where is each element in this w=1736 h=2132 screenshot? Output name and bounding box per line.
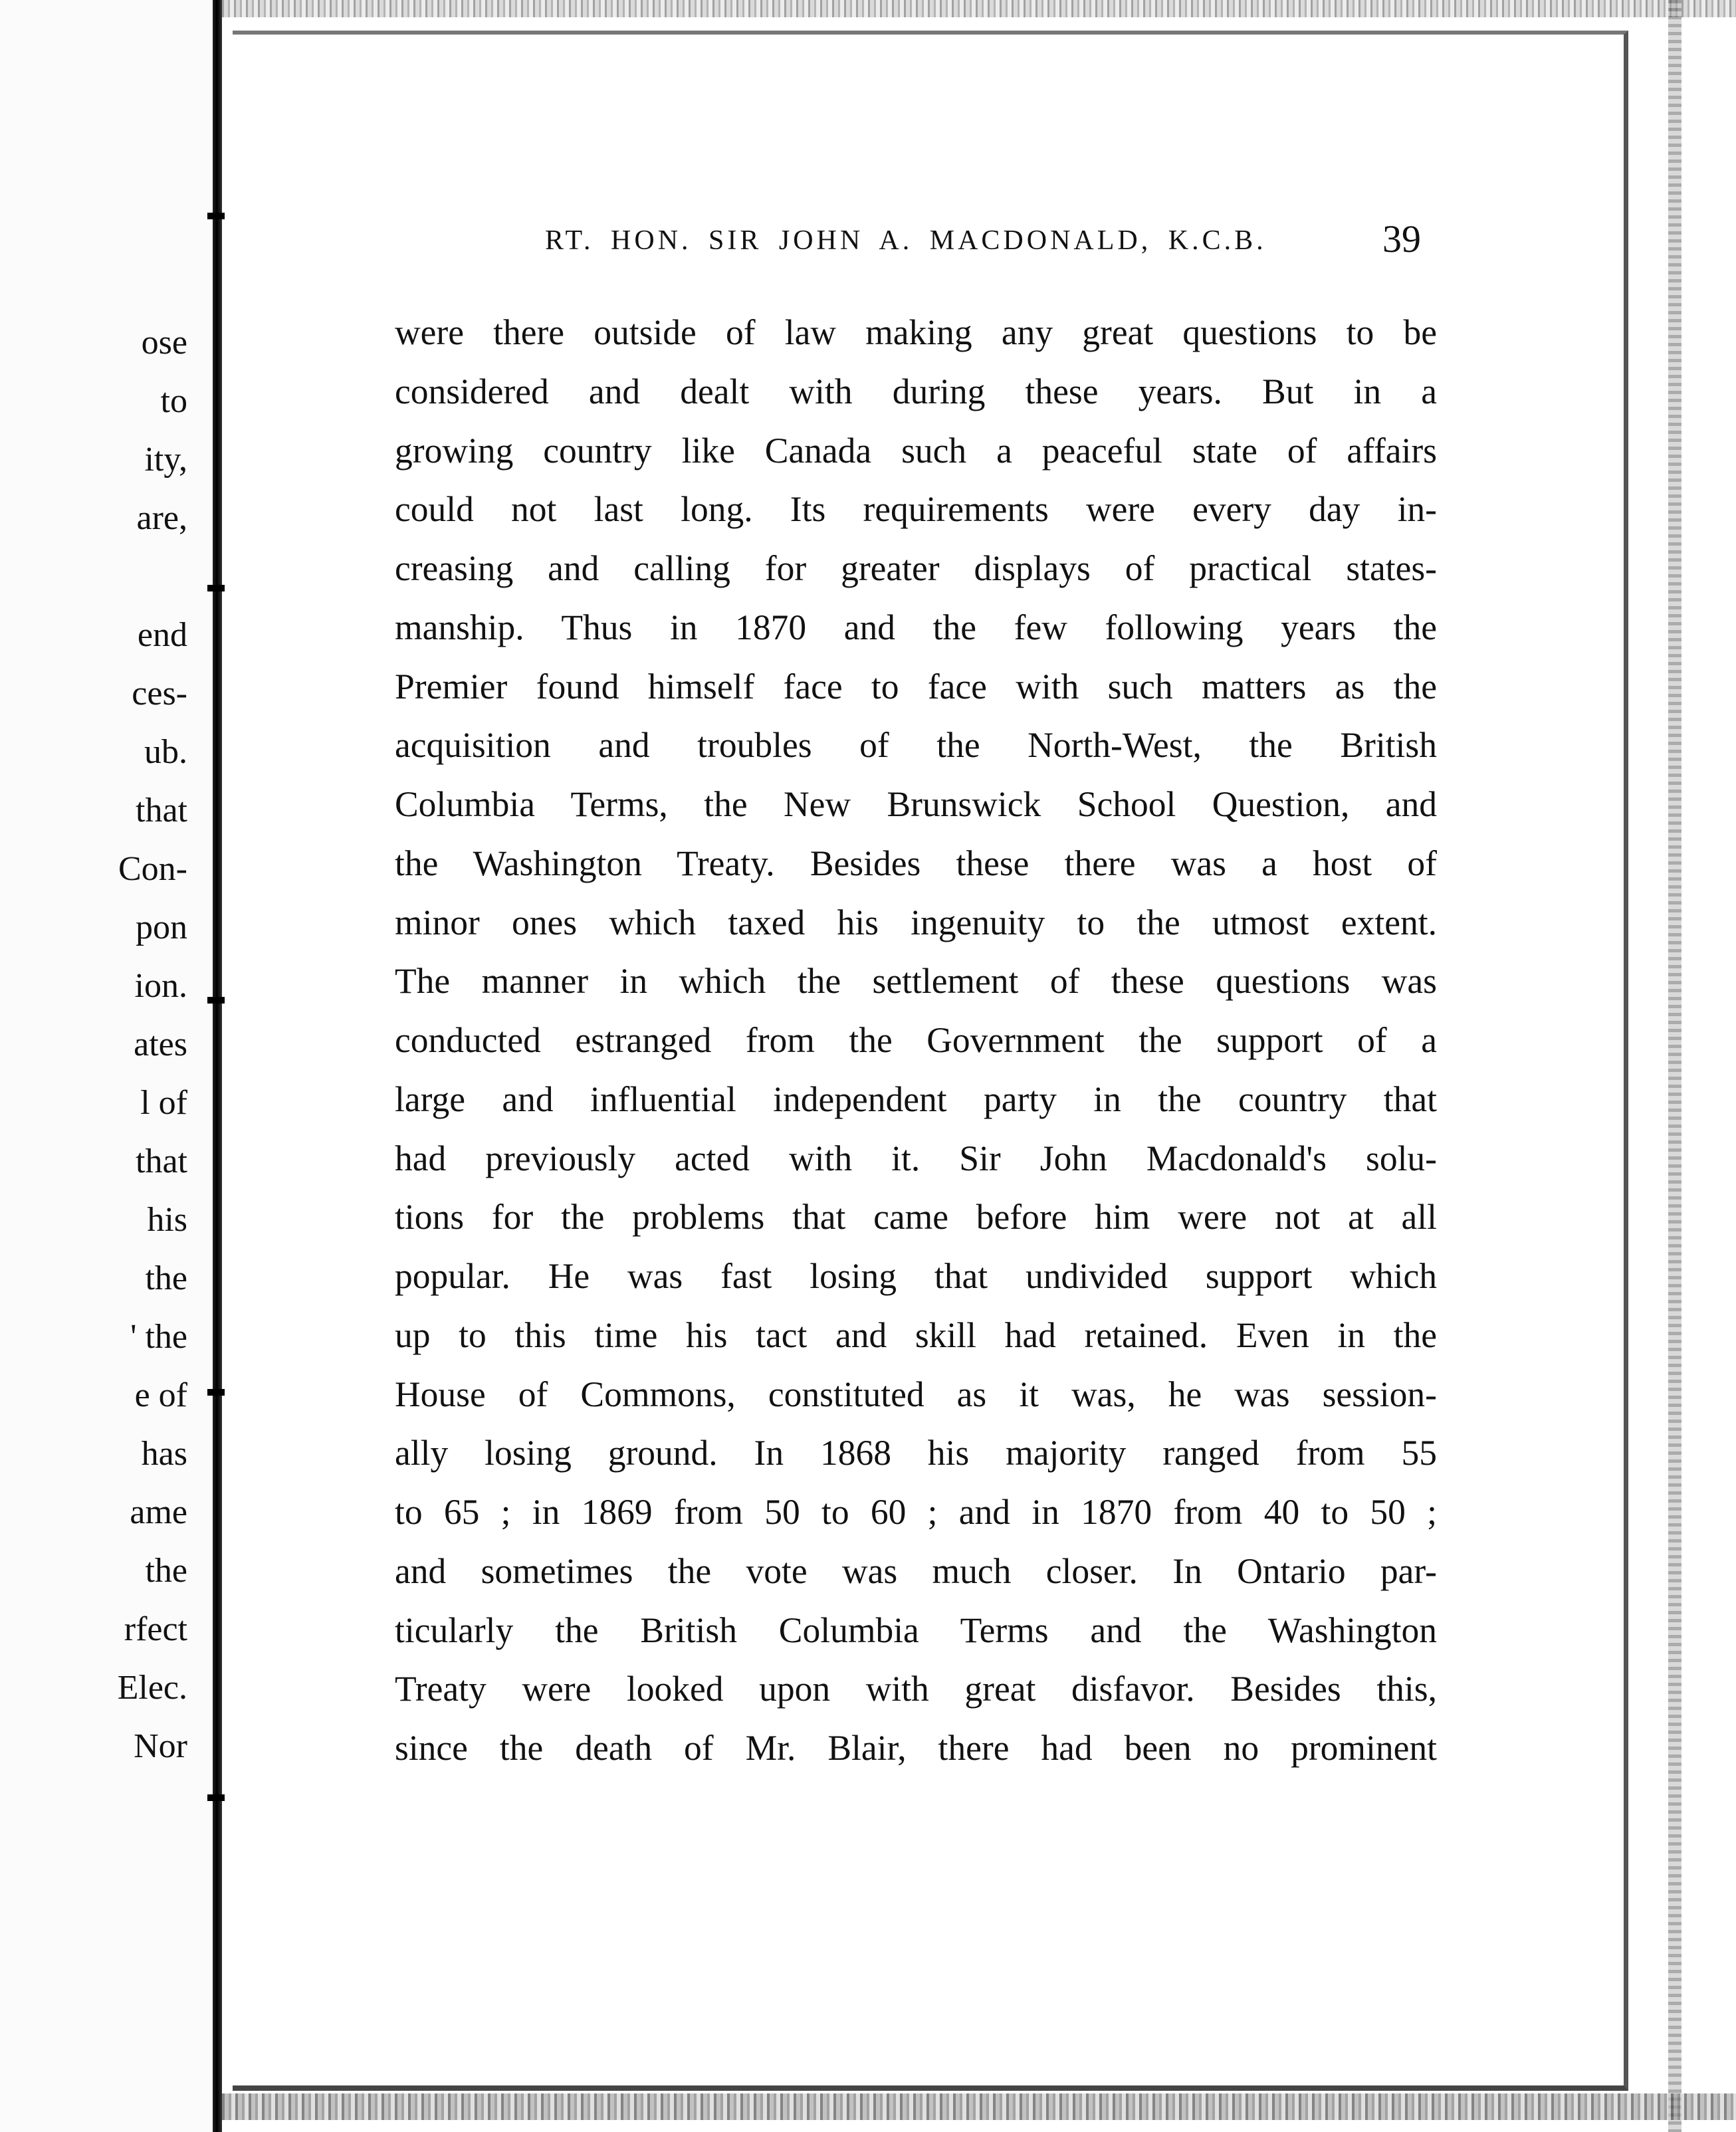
left-page-fragment: Nor [134, 1727, 187, 1765]
page-number: 39 [1382, 217, 1421, 261]
binding-mark [207, 585, 225, 591]
text-line: and sometimes the vote was much closer. In Ontario par- [395, 1551, 1437, 1591]
text-line: creasing and calling for greater displays of practical states- [395, 548, 1437, 588]
text-line: up to this time his tact and skill had retained. Even in the [395, 1315, 1437, 1355]
binding-mark [207, 1389, 225, 1396]
left-page-fragment: Con- [118, 850, 187, 888]
left-page-fragment: ame [130, 1493, 187, 1531]
left-page-fragment: end [137, 616, 187, 654]
page-bottom-edge [222, 2093, 1736, 2120]
binding-mark [207, 1794, 225, 1801]
left-page-fragment: e of [134, 1376, 187, 1414]
text-line: ticularly the British Columbia Terms and the Washington [395, 1610, 1437, 1650]
previous-page-strip [0, 0, 219, 2132]
text-line: were there outside of law making any great questions to be [395, 312, 1437, 352]
text-line: popular. He was fast losing that undivided support which [395, 1256, 1437, 1296]
left-page-fragment: the [145, 1259, 187, 1297]
text-line: The manner in which the settlement of these questions was [395, 961, 1437, 1001]
left-page-fragment: to [160, 382, 187, 420]
text-line: manship. Thus in 1870 and the few following years the [395, 607, 1437, 647]
book-gutter [213, 0, 222, 2132]
text-line: House of Commons, constituted as it was, he was session- [395, 1374, 1437, 1414]
left-page-fragment: ub. [144, 733, 187, 771]
left-page-fragment: ose [141, 324, 187, 362]
left-page-fragment: ity, [144, 441, 187, 479]
text-line: Premier found himself face to face with such matters as the [395, 667, 1437, 706]
text-line: tions for the problems that came before him were not at all [395, 1197, 1437, 1237]
text-line: minor ones which taxed his ingenuity to the utmost extent. [395, 903, 1437, 942]
binding-mark [207, 997, 225, 1004]
text-line: growing country like Canada such a peaceful state of affairs [395, 431, 1437, 471]
page-fore-edge [1668, 0, 1682, 2132]
left-page-fragment: the [145, 1552, 187, 1590]
left-page-fragment: ates [134, 1025, 187, 1063]
left-page-fragment: are, [136, 499, 187, 537]
text-line: to 65 ; in 1869 from 50 to 60 ; and in 1870 from 40 to 50 ; [395, 1492, 1437, 1532]
text-line: conducted estranged from the Government the support of a [395, 1020, 1437, 1060]
left-page-fragment: that [136, 1142, 187, 1180]
text-line: large and influential independent party in the country that [395, 1079, 1437, 1119]
text-line: since the death of Mr. Blair, there had been no prominent [395, 1728, 1437, 1768]
text-line: could not last long. Its requirements were every day in- [395, 489, 1437, 529]
text-line: the Washington Treaty. Besides these there was a host of [395, 843, 1437, 883]
left-page-fragment: his [147, 1201, 187, 1239]
page-top-edge [222, 0, 1736, 17]
left-page-fragment: ces- [132, 675, 187, 712]
left-page-fragment: ' the [130, 1318, 187, 1356]
text-line: acquisition and troubles of the North-West, the British [395, 725, 1437, 765]
left-page-fragment: ion. [134, 967, 187, 1005]
running-head: RT. HON. SIR JOHN A. MACDONALD, K.C.B. [545, 225, 1267, 256]
left-page-fragment: has [141, 1435, 187, 1473]
left-page-fragment: Elec. [117, 1669, 187, 1707]
text-line: Treaty were looked upon with great disfavor. Besides this, [395, 1669, 1437, 1709]
left-page-fragment: l of [140, 1084, 187, 1122]
text-line: had previously acted with it. Sir John Macdonald's solu- [395, 1138, 1437, 1178]
text-line: ally losing ground. In 1868 his majority ranged from 55 [395, 1433, 1437, 1473]
left-page-fragment: that [136, 792, 187, 829]
left-page-fragment: rfect [124, 1610, 187, 1648]
text-line: considered and dealt with during these years. But in a [395, 372, 1437, 411]
text-line: Columbia Terms, the New Brunswick School Question, and [395, 784, 1437, 824]
left-page-fragment: pon [136, 908, 187, 946]
binding-mark [207, 213, 225, 219]
